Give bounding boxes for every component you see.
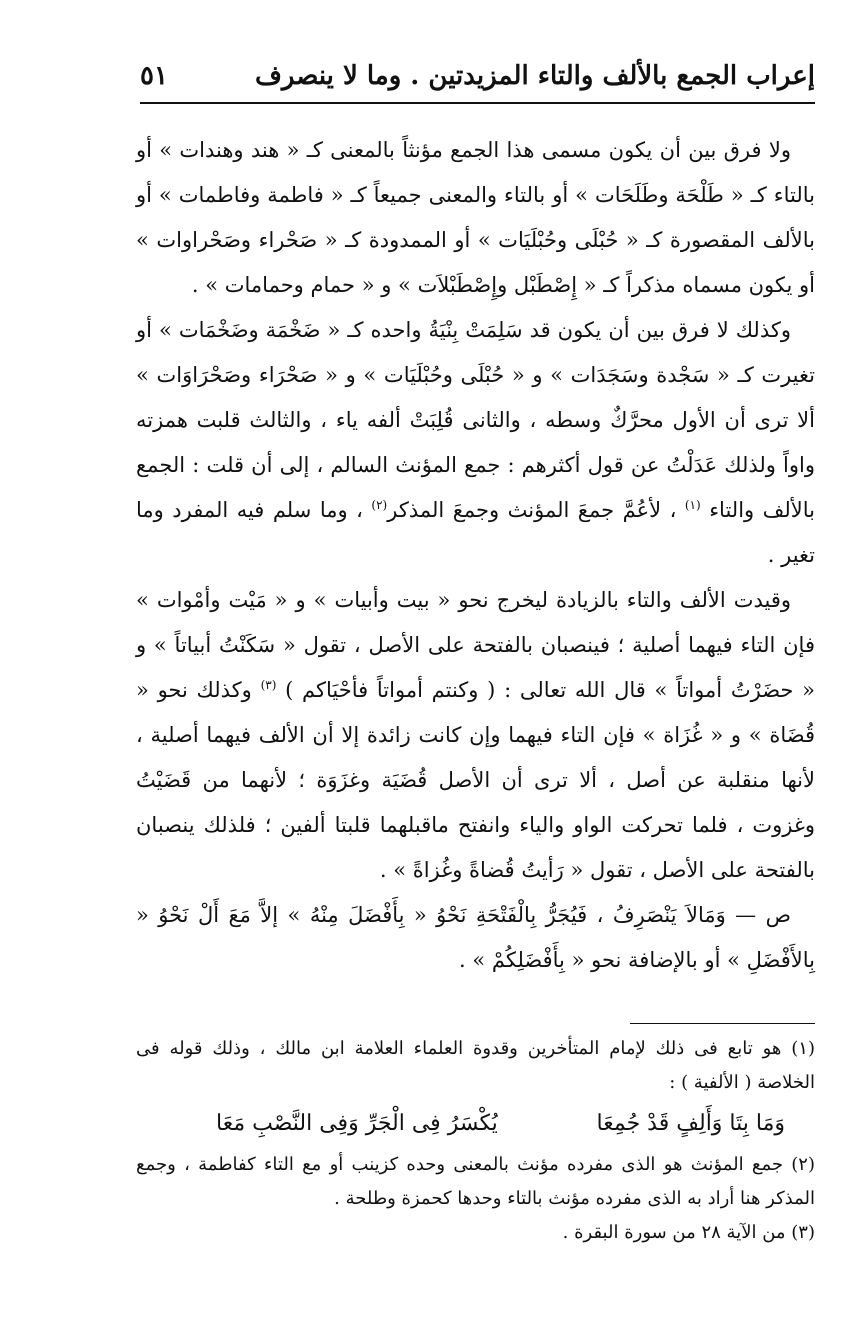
paragraph-2-mid: ، لأعُمَّ جمعَ المؤنث وجمعَ المذكر: [387, 498, 677, 522]
page-number: ٥١: [140, 61, 168, 91]
page-header: [140, 50, 815, 104]
paragraph-1: ولا فرق بين أن يكون مسمى هذا الجمع مؤنثاً بالمعنى كـ « هند وهندات » أو بالتاء كـ « طَلْحَة وطَلَحَات » أو بالتاء والمعنى جميعاً كـ « فاطمة وفاطمات » أو بالألف المقصورة كـ « حُبْلَى وحُبْلَيَات » أو الممدودة كـ « صَحْراء وصَحْراوات » أو يكون مسماه مذكراً كـ « إِصْطَبْل وإِصْطَبْلاَت » و « حمام وحمامات » .: [136, 138, 815, 297]
main-text: [136, 128, 815, 983]
footnote-1: (١) هو تابع فى ذلك لإمام المتأخرين وقدوة العلماء العلامة ابن مالك ، وذلك قوله فى الخلاصة ( الألفية ) :: [136, 1038, 815, 1093]
paragraph-3-text: وقيدت الألف والتاء بالزيادة ليخرج نحو « بيت وأبيات » و « مَيْت وأمْوات » فإن التاء فيهما أصلية ؛ فينصبان بالفتحة على الأصل ، تقول « سَكَنْتُ أبياتاً » و « حضَرْتُ أمواتاً » قال الله تعالى : ( وكنتم أمواتاً فأحْيَاكم ): [136, 588, 815, 702]
footnote-ref-3: (٣): [260, 678, 277, 692]
paragraph-2-text: وكذلك لا فرق بين أن يكون قد سَلِمَتْ بِنْيَةُ واحده كـ « ضَخْمَة وضَخْمَات » أو تغيرت كـ « سَجْدة وسَجَدَات » و « حُبْلَى وحُبْلَيَات » و « صَحْرَاء وصَحْرَاوَات » ألا ترى أن الأول محرَّكٌ وسطه ، والثانى قُلِبَتْ ألفه ياء ، والثالث قلبت همزته واواً ولذلك عَدَلْتُ عن قول أكثرهم : جمع المؤنث السالم ، إلى أن قلت : الجمع بالألف والتاء: [136, 318, 816, 522]
footnote-ref-1: (١): [684, 498, 701, 512]
footnote-3: (٣) من الآية ٢٨ من سورة البقرة .: [562, 1222, 815, 1243]
paragraph-3-end: وكذلك نحو « قُضَاة » و « غُزَاة » فإن التاء فيهما وإن كانت زائدة إلا أن الألف فيهما أصلية ، لأنها منقلبة عن أصل ، ألا ترى أن الأصل قُضَيَة وغزَوَة ؛ لأنهما من قَضَيْتُ وغزوت ، فلما تحركت الواو والياء وانفتح ماقبلهما قلبتا ألفين ؛ فلذلك ينصبان بالفتحة على الأصل ، تقول « رَأيتُ قُضاةً وغُزاةً » .: [136, 678, 815, 882]
footnote-ref-2: (٢): [371, 498, 388, 512]
paragraph-2: [136, 308, 815, 578]
paragraph-4-matn: ص — وَمَالاَ يَنْصَرِفُ ، فَيُجَرُّ بِالْفَتْحَةِ نَحْوُ « بِأَفْضَلَ مِنْهُ » إلاَّ مَعَ أَلْ نَحْوُ « بِالأَفْضَلِ » أو بالإضافة نحو « بِأَفْضَلِكُمْ » .: [136, 903, 815, 972]
footnote-separator: [630, 1023, 815, 1024]
verse-second-hemistich: يُكْسَرُ فِى الْجَرِّ وَفِى النَّصْبِ مَعَا: [216, 1111, 498, 1136]
paragraph-3: [136, 578, 815, 893]
footnote-2: (٢) جمع المؤنث هو الذى مفرده مؤنث بالمعنى وحده كزينب أو مع التاء كفاطمة ، وجمع المذكر هنا أراد به الذى مفرده مؤنث بالتاء وحدها كحمزة وطلحة .: [136, 1154, 815, 1209]
verse-first-hemistich: وَمَا بِتَا وَأَلِفٍ قَدْ جُمِعَا: [596, 1111, 785, 1136]
footnotes: [136, 1032, 815, 1250]
verse: [136, 1100, 815, 1148]
paragraph-2-end: ، وما سلم فيه المفرد وما تغير .: [136, 498, 815, 567]
running-title: إعراب الجمع بالألف والتاء المزيدتين . وما لا ينصرف: [254, 61, 815, 91]
